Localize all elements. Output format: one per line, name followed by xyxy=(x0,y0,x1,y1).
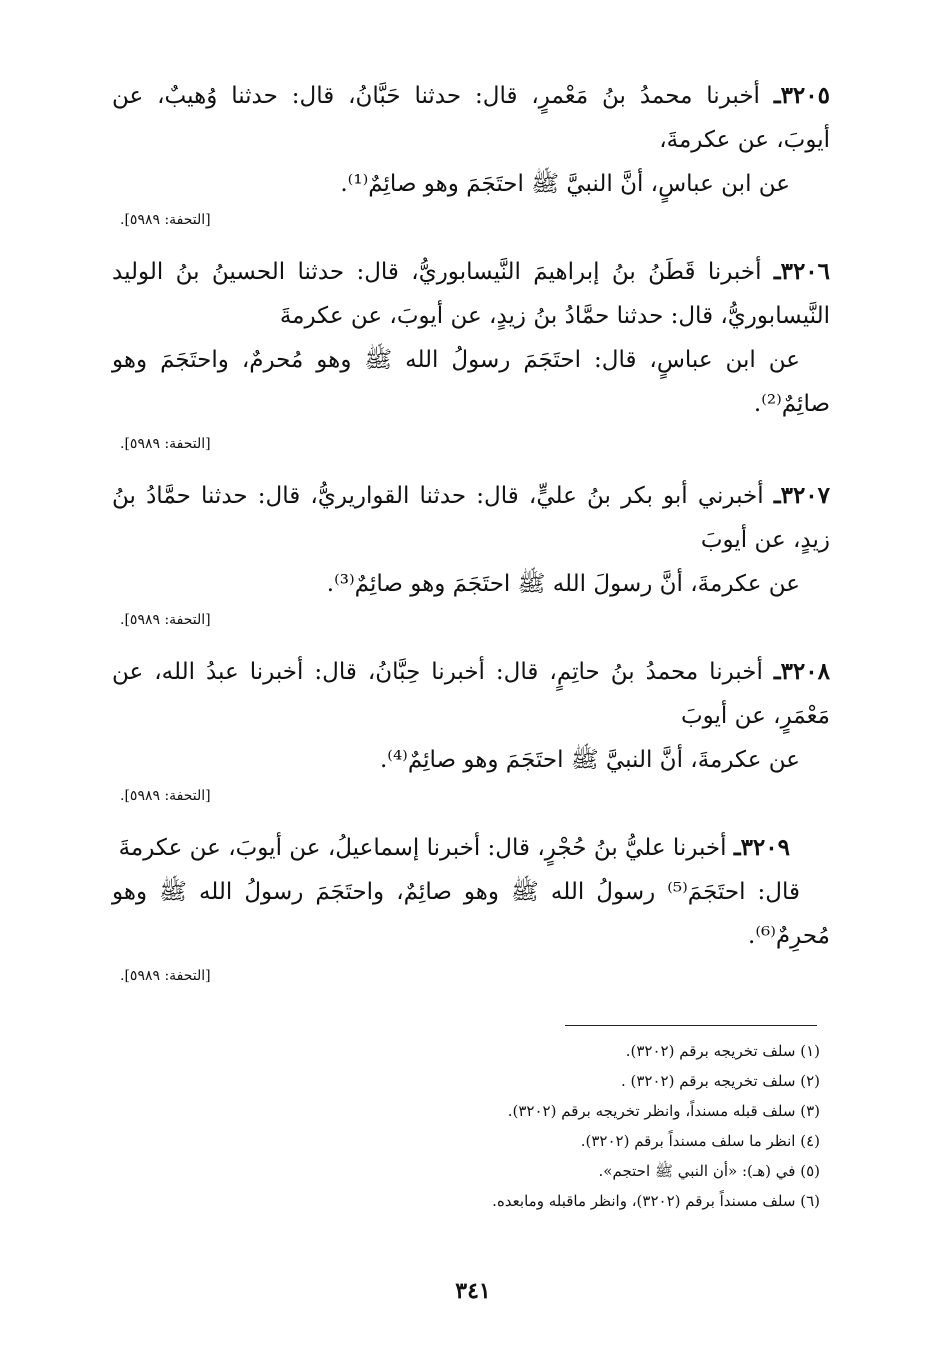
footnote-separator xyxy=(565,1025,817,1026)
hadith-line: زيدٍ، عن أيوبَ xyxy=(700,527,830,553)
tuhfa-reference: [التحفة: ٥٩٨٩]. xyxy=(120,436,211,452)
hadith-line: ٣٢٠٧ـ أخبرني أبو بكر بنُ عليٍّ، قال: حدثنا القواريريُّ، قال: حدثنا حمَّادُ بنُ xyxy=(112,482,831,509)
hadith-number: ٣٢٠٨ـ xyxy=(773,658,830,685)
page-number: ٣٤١ xyxy=(455,1278,491,1304)
hadith-line: ٣٢٠٨ـ أخبرنا محمدُ بنُ حاتِمٍ، قال: أخبرنا حِبَّانُ، قال: أخبرنا عبدُ الله، عن xyxy=(112,658,830,685)
hadith-line: النَّيسابوريُّ، قال: حدثنا حمَّادُ بنُ زيدٍ، عن أيوبَ، عن عكرمةَ xyxy=(279,303,830,329)
hadith-line: عن عكرمةَ، أنَّ رسولَ الله ﷺ احتَجَمَ وهو صائِمٌ⁽³⁾. xyxy=(326,571,800,597)
hadith-3205 xyxy=(112,74,830,206)
footnote-6: (٦) سلف مسنداً برقم (٣٢٠٢)، وانظر ماقبله ومابعده. xyxy=(492,1192,820,1210)
hadith-line: مَعْمَرٍ، عن أيوبَ xyxy=(680,703,830,729)
hadith-line: أيوبَ، عن عكرمةَ، xyxy=(659,127,830,153)
hadith-3209 xyxy=(112,826,830,958)
hadith-number: ٣٢٠٩ـ xyxy=(733,834,790,861)
hadith-number: ٣٢٠٥ـ xyxy=(773,82,830,109)
hadith-line: قال: احتَجَمَ⁽⁵⁾ رسولُ الله ﷺ وهو صائِمٌ، واحتَجَمَ رسولُ الله ﷺ وهو xyxy=(112,879,801,905)
footnote-4: (٤) انظر ما سلف مسنداً برقم (٣٢٠٢). xyxy=(580,1132,820,1150)
hadith-3207 xyxy=(112,474,830,606)
tuhfa-reference: [التحفة: ٥٩٨٩]. xyxy=(120,612,211,628)
hadith-line: ٣٢٠٥ـ أخبرنا محمدُ بنُ مَعْمرٍ، قال: حدثنا حَبَّانُ، قال: حدثنا وُهيبٌ، عن xyxy=(112,82,830,109)
hadith-line: صائِمٌ⁽²⁾. xyxy=(753,391,830,417)
tuhfa-reference: [التحفة: ٥٩٨٩]. xyxy=(120,212,211,228)
hadith-number: ٣٢٠٧ـ xyxy=(773,482,831,509)
tuhfa-reference: [التحفة: ٥٩٨٩]. xyxy=(120,788,211,804)
hadith-line: عن عكرمةَ، أنَّ النبيَّ ﷺ احتَجَمَ وهو صائِمٌ⁽⁴⁾. xyxy=(379,747,800,773)
tuhfa-reference: [التحفة: ٥٩٨٩]. xyxy=(120,968,211,984)
footnote-2: (٢) سلف تخريجه برقم (٣٢٠٢) . xyxy=(620,1072,820,1090)
footnote-3: (٣) سلف قبله مسنداً، وانظر تخريجه برقم (٣٢٠٢). xyxy=(507,1102,820,1120)
hadith-line: ٣٢٠٩ـ أخبرنا عليُّ بنُ حُجْرٍ، قال: أخبرنا إسماعيلُ، عن أيوبَ، عن عكرمةَ xyxy=(118,834,790,861)
footnote-1: (١) سلف تخريجه برقم (٣٢٠٢). xyxy=(625,1042,820,1060)
footnote-5: (٥) في (هـ): «أن النبي ﷺ احتجم». xyxy=(598,1162,820,1180)
hadith-line: ٣٢٠٦ـ أخبرنا قَطَنُ بنُ إبراهيمَ النَّيسابوريُّ، قال: حدثنا الحسينُ بنُ الوليد xyxy=(112,258,831,285)
footnotes xyxy=(380,1036,820,1216)
hadith-number: ٣٢٠٦ـ xyxy=(773,258,831,285)
hadith-3208 xyxy=(112,650,830,782)
hadith-line: عن ابن عباسٍ، قال: احتَجَمَ رسولُ الله ﷺ وهو مُحرمٌ، واحتَجَمَ وهو xyxy=(112,347,800,373)
hadith-3206 xyxy=(112,250,830,426)
hadith-line: عن ابن عباسٍ، أنَّ النبيَّ ﷺ احتَجَمَ وهو صائِمٌ⁽¹⁾. xyxy=(340,171,790,197)
hadith-line: مُحرِمٌ⁽⁶⁾. xyxy=(748,923,830,949)
